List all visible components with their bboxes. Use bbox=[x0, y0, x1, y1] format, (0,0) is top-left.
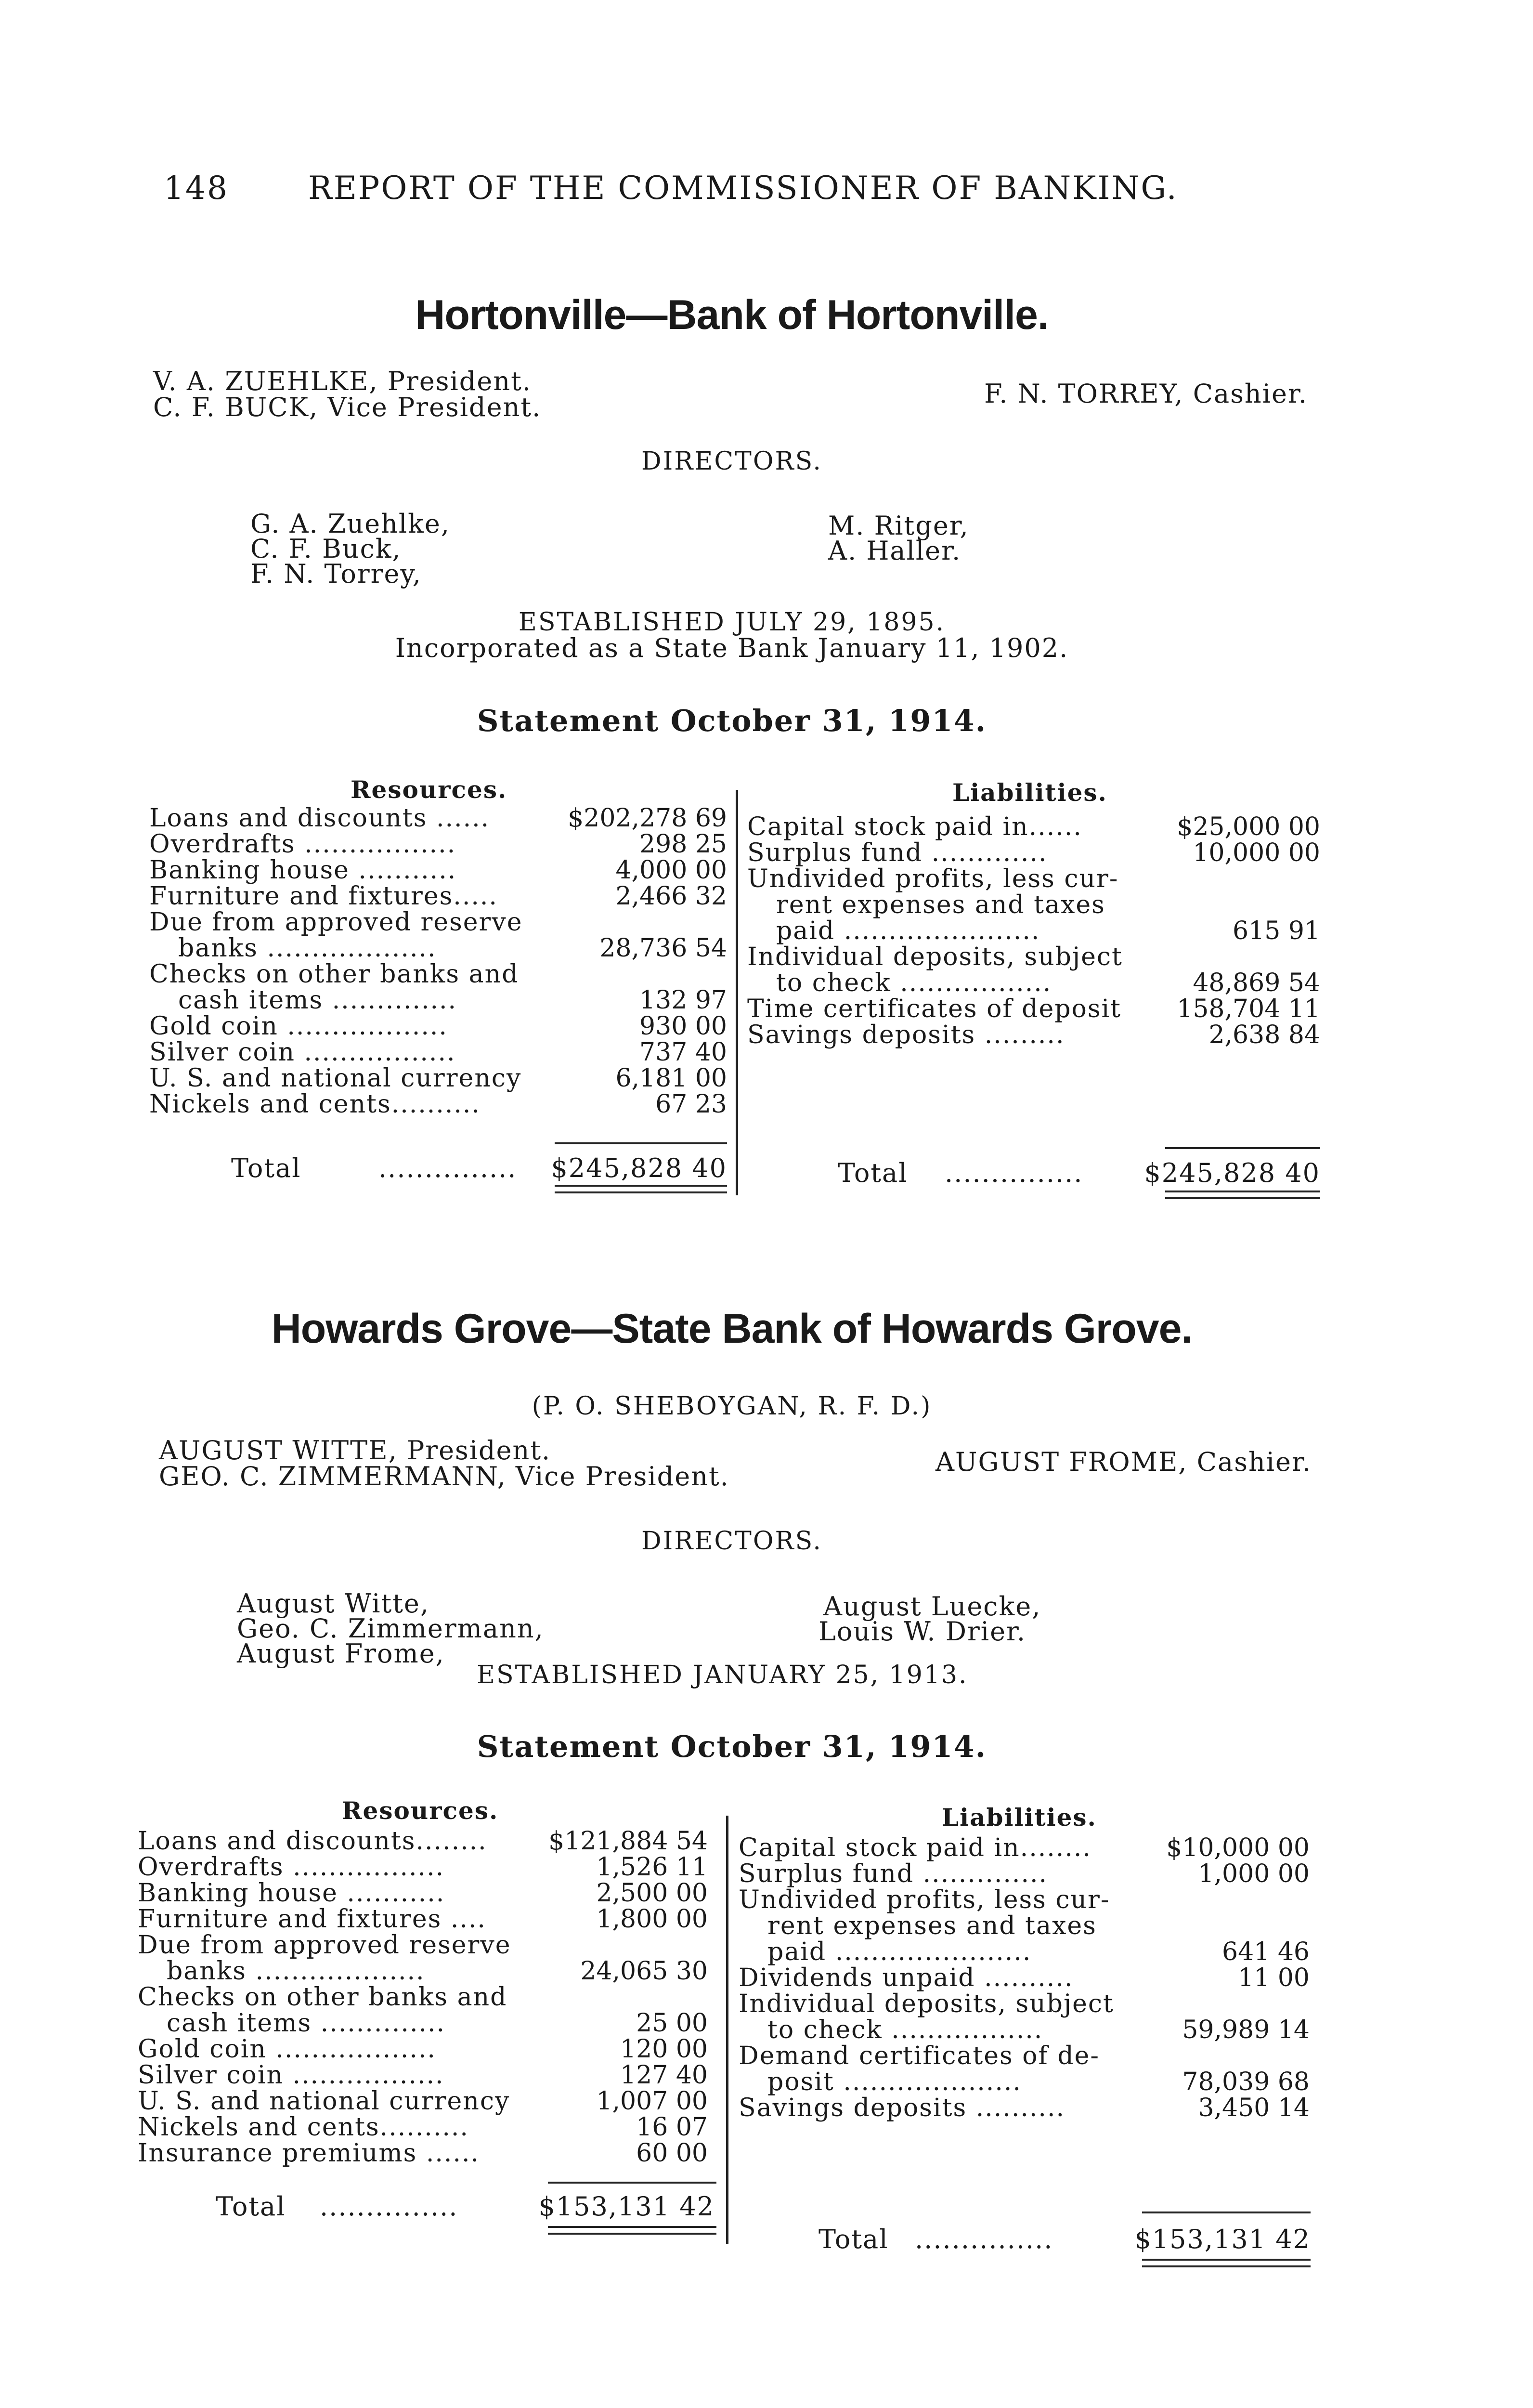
table-row bbox=[739, 2095, 1310, 2121]
table-row bbox=[138, 1958, 708, 1984]
row-label: Checks on other banks and bbox=[138, 1983, 507, 2012]
bank1-director-3: F. N. Torrey, bbox=[250, 559, 422, 589]
row-amount: $202,278 69 bbox=[568, 804, 727, 833]
table-row bbox=[747, 1022, 1320, 1048]
table-row bbox=[747, 892, 1320, 918]
row-label: Banking house ........... bbox=[149, 856, 457, 885]
row-label: Undivided profits, less cur- bbox=[739, 1885, 1110, 1914]
table-row bbox=[138, 1932, 708, 1958]
row-amount: $121,884 54 bbox=[548, 1827, 708, 1856]
row-label: Capital stock paid in...... bbox=[747, 812, 1082, 841]
row-amount: 1,800 00 bbox=[596, 1905, 708, 1934]
bank2-director-3: August Frome, bbox=[237, 1638, 445, 1669]
row-amount: 3,450 14 bbox=[1198, 2094, 1310, 2122]
row-amount: 615 91 bbox=[1233, 916, 1320, 945]
row-label: Gold coin .................. bbox=[149, 1012, 448, 1041]
running-header: REPORT OF THE COMMISSIONER OF BANKING. bbox=[308, 170, 1178, 207]
table-row bbox=[138, 1828, 708, 1854]
total-double-rule bbox=[1165, 1191, 1320, 1192]
bank2-title: Howards Grove—State Bank of Howards Grove. bbox=[271, 1306, 1193, 1352]
total-dots: ............... bbox=[378, 1153, 517, 1183]
row-amount: 10,000 00 bbox=[1193, 838, 1320, 867]
table-row bbox=[149, 987, 727, 1013]
table-row bbox=[739, 2043, 1310, 2069]
bank1-director-1: G. A. Zuehlke, bbox=[250, 509, 451, 539]
total-double-rule bbox=[548, 2226, 716, 2228]
row-label: paid ...................... bbox=[776, 916, 1040, 945]
total-rule bbox=[548, 2182, 716, 2184]
total-rule bbox=[555, 1142, 727, 1144]
table-row bbox=[138, 1854, 708, 1880]
bank1-director-5: A. Haller. bbox=[828, 536, 961, 566]
row-amount: 24,065 30 bbox=[580, 1957, 708, 1986]
bank1-director-2: C. F. Buck, bbox=[250, 534, 402, 564]
table-row bbox=[138, 2140, 708, 2166]
row-amount: 25 00 bbox=[636, 2009, 708, 2038]
row-amount: 78,039 68 bbox=[1182, 2068, 1310, 2096]
row-label: Capital stock paid in........ bbox=[739, 1833, 1091, 1862]
row-amount: 2,500 00 bbox=[596, 1879, 708, 1908]
row-label: Undivided profits, less cur- bbox=[747, 864, 1119, 893]
bank2-liabilities-table bbox=[739, 1835, 1310, 2121]
row-label: Due from approved reserve bbox=[138, 1931, 511, 1960]
bank1-director-4: M. Ritger, bbox=[828, 510, 969, 541]
total-dots: ............... bbox=[915, 2224, 1053, 2254]
bank2-director-1: August Witte, bbox=[237, 1588, 430, 1619]
total-double-rule bbox=[1142, 2259, 1311, 2261]
row-amount: 4,000 00 bbox=[615, 856, 727, 885]
bank1-liabilities-heading: Liabilities. bbox=[952, 778, 1107, 807]
table-row bbox=[149, 883, 727, 909]
row-label: Furniture and fixtures..... bbox=[149, 882, 498, 911]
table-row bbox=[138, 1906, 708, 1932]
total-label: Total bbox=[231, 1153, 301, 1183]
row-label: Overdrafts ................. bbox=[149, 830, 456, 859]
total-double-rule bbox=[1165, 1197, 1320, 1199]
bank2-resources-heading: Resources. bbox=[342, 1796, 499, 1825]
bank2-director-2: Geo. C. Zimmermann, bbox=[237, 1613, 544, 1644]
row-amount: 1,526 11 bbox=[596, 1853, 708, 1882]
table-row bbox=[739, 1913, 1310, 1939]
table-row bbox=[747, 866, 1320, 892]
table-row bbox=[138, 2114, 708, 2140]
total-dots: ............... bbox=[320, 2191, 458, 2222]
row-label: Due from approved reserve bbox=[149, 908, 523, 937]
row-label: Nickels and cents.......... bbox=[149, 1090, 481, 1119]
row-label: Checks on other banks and bbox=[149, 960, 519, 989]
row-label: Surplus fund .............. bbox=[739, 1859, 1048, 1888]
row-label: Furniture and fixtures .... bbox=[138, 1905, 486, 1934]
row-label: Dividends unpaid .......... bbox=[739, 1963, 1074, 1992]
table-row bbox=[747, 918, 1320, 944]
bank2-address: (P. O. SHEBOYGAN, R. F. D.) bbox=[532, 1392, 932, 1421]
row-amount: $25,000 00 bbox=[1177, 812, 1320, 841]
row-label: Surplus fund ............. bbox=[747, 838, 1048, 867]
table-row bbox=[149, 909, 727, 935]
bank1-statement-heading: Statement October 31, 1914. bbox=[477, 703, 987, 738]
table-row bbox=[149, 935, 727, 961]
row-label: rent expenses and taxes bbox=[767, 1911, 1097, 1940]
row-amount: 737 40 bbox=[639, 1038, 727, 1067]
row-label: Time certificates of deposit bbox=[747, 995, 1122, 1023]
row-amount: $10,000 00 bbox=[1166, 1833, 1310, 1862]
bank2-directors-heading: DIRECTORS. bbox=[641, 1527, 822, 1556]
row-amount: 59,989 14 bbox=[1182, 2015, 1310, 2044]
row-amount: 48,869 54 bbox=[1193, 968, 1320, 997]
row-amount: 1,000 00 bbox=[1198, 1859, 1310, 1888]
row-amount: 127 40 bbox=[620, 2061, 708, 2090]
total-rule bbox=[1165, 1147, 1320, 1149]
bank2-director-5: Louis W. Drier. bbox=[818, 1616, 1026, 1647]
column-divider bbox=[726, 1816, 728, 2244]
table-row bbox=[149, 857, 727, 883]
row-amount: 930 00 bbox=[639, 1012, 727, 1041]
table-row bbox=[149, 1039, 727, 1065]
bank2-resources-table bbox=[138, 1828, 708, 2166]
total-rule bbox=[1142, 2212, 1311, 2213]
bank1-resources-table bbox=[149, 805, 727, 1117]
resources-total: $153,131 42 bbox=[538, 2191, 715, 2222]
row-label: Insurance premiums ...... bbox=[138, 2139, 480, 2168]
table-row bbox=[149, 961, 727, 987]
row-label: U. S. and national currency bbox=[138, 2087, 510, 2116]
row-label: Savings deposits .......... bbox=[739, 2094, 1065, 2122]
total-label: Total bbox=[818, 2224, 889, 2254]
row-label: Individual deposits, subject bbox=[739, 1989, 1114, 2018]
total-label: Total bbox=[216, 2191, 286, 2222]
row-amount: 120 00 bbox=[620, 2035, 708, 2064]
bank1-cashier: F. N. TORREY, Cashier. bbox=[984, 379, 1308, 409]
row-label: rent expenses and taxes bbox=[776, 890, 1105, 919]
liabilities-total: $245,828 40 bbox=[1144, 1158, 1320, 1188]
table-row bbox=[149, 831, 727, 857]
row-label: Silver coin ................. bbox=[138, 2061, 444, 2090]
row-label: to check ................. bbox=[776, 968, 1052, 997]
total-double-rule bbox=[1142, 2265, 1311, 2267]
table-row bbox=[138, 1984, 708, 2010]
bank2-established: ESTABLISHED JANUARY 25, 1913. bbox=[477, 1661, 968, 1689]
row-amount: 2,638 84 bbox=[1208, 1021, 1320, 1049]
row-label: Gold coin .................. bbox=[138, 2035, 436, 2064]
row-amount: 6,181 00 bbox=[615, 1064, 727, 1093]
bank2-cashier: AUGUST FROME, Cashier. bbox=[935, 1447, 1312, 1477]
row-label: posit .................... bbox=[767, 2068, 1022, 2096]
table-row bbox=[739, 1991, 1310, 2017]
table-row bbox=[138, 2010, 708, 2036]
row-label: to check ................. bbox=[767, 2015, 1043, 2044]
row-label: U. S. and national currency bbox=[149, 1064, 522, 1093]
row-label: cash items .............. bbox=[167, 2009, 446, 2038]
bank2-director-4: August Luecke, bbox=[823, 1591, 1041, 1622]
bank1-incorporated: Incorporated as a State Bank January 11, 1902. bbox=[395, 633, 1069, 663]
table-row bbox=[747, 970, 1320, 996]
total-double-rule bbox=[548, 2233, 716, 2235]
row-amount: 11 00 bbox=[1238, 1963, 1310, 1992]
total-dots: ............... bbox=[945, 1158, 1083, 1188]
table-row bbox=[747, 996, 1320, 1022]
row-label: Savings deposits ......... bbox=[747, 1021, 1065, 1049]
table-row bbox=[747, 944, 1320, 970]
row-label: banks ................... bbox=[178, 934, 437, 963]
row-label: paid ...................... bbox=[767, 1937, 1032, 1966]
table-row bbox=[138, 1880, 708, 1906]
bank1-vice-president: C. F. BUCK, Vice President. bbox=[153, 392, 542, 422]
table-row bbox=[739, 1965, 1310, 1991]
table-row bbox=[138, 2062, 708, 2088]
bank2-statement-heading: Statement October 31, 1914. bbox=[477, 1729, 987, 1764]
row-label: banks ................... bbox=[167, 1957, 425, 1986]
bank1-liabilities-table bbox=[747, 814, 1320, 1048]
total-double-rule bbox=[555, 1191, 727, 1193]
row-label: Loans and discounts........ bbox=[138, 1827, 487, 1856]
column-divider bbox=[736, 790, 738, 1195]
bank2-president: AUGUST WITTE, President. bbox=[159, 1435, 551, 1466]
row-amount: 641 46 bbox=[1222, 1937, 1310, 1966]
row-label: Silver coin ................. bbox=[149, 1038, 456, 1067]
bank2-vice-president: GEO. C. ZIMMERMANN, Vice President. bbox=[159, 1461, 729, 1492]
table-row bbox=[149, 1013, 727, 1039]
row-amount: 28,736 54 bbox=[599, 934, 727, 963]
table-row bbox=[739, 1887, 1310, 1913]
table-row bbox=[149, 1091, 727, 1117]
row-label: cash items .............. bbox=[178, 986, 457, 1015]
page-number: 148 bbox=[164, 170, 229, 207]
row-label: Overdrafts ................. bbox=[138, 1853, 445, 1882]
row-amount: 67 23 bbox=[655, 1090, 727, 1119]
bank2-liabilities-heading: Liabilities. bbox=[942, 1803, 1097, 1832]
table-row bbox=[739, 1861, 1310, 1887]
table-row bbox=[739, 2017, 1310, 2043]
resources-total: $245,828 40 bbox=[551, 1153, 727, 1183]
table-row bbox=[149, 1065, 727, 1091]
bank1-title: Hortonville—Bank of Hortonville. bbox=[415, 292, 1049, 338]
table-row bbox=[138, 2088, 708, 2114]
table-row bbox=[739, 1939, 1310, 1965]
row-label: Individual deposits, subject bbox=[747, 942, 1123, 971]
bank1-resources-heading: Resources. bbox=[351, 775, 507, 804]
table-row bbox=[138, 2036, 708, 2062]
row-amount: 132 97 bbox=[639, 986, 727, 1015]
table-row bbox=[747, 814, 1320, 840]
table-row bbox=[149, 805, 727, 831]
bank1-established: ESTABLISHED JULY 29, 1895. bbox=[518, 608, 946, 637]
total-label: Total bbox=[838, 1158, 908, 1188]
liabilities-total: $153,131 42 bbox=[1134, 2224, 1311, 2254]
row-amount: 60 00 bbox=[636, 2139, 708, 2168]
table-row bbox=[739, 1835, 1310, 1861]
row-amount: 16 07 bbox=[636, 2113, 708, 2142]
row-amount: 2,466 32 bbox=[615, 882, 727, 911]
row-amount: 298 25 bbox=[639, 830, 727, 859]
table-row bbox=[739, 2069, 1310, 2095]
row-label: Demand certificates of de- bbox=[739, 2042, 1100, 2070]
row-label: Banking house ........... bbox=[138, 1879, 445, 1908]
row-label: Nickels and cents.......... bbox=[138, 2113, 469, 2142]
row-label: Loans and discounts ...... bbox=[149, 804, 490, 833]
row-amount: 158,704 11 bbox=[1177, 995, 1320, 1023]
bank1-directors-heading: DIRECTORS. bbox=[641, 447, 822, 476]
table-row bbox=[747, 840, 1320, 866]
total-double-rule bbox=[555, 1185, 727, 1187]
row-amount: 1,007 00 bbox=[596, 2087, 708, 2116]
bank1-president: V. A. ZUEHLKE, President. bbox=[153, 366, 532, 396]
